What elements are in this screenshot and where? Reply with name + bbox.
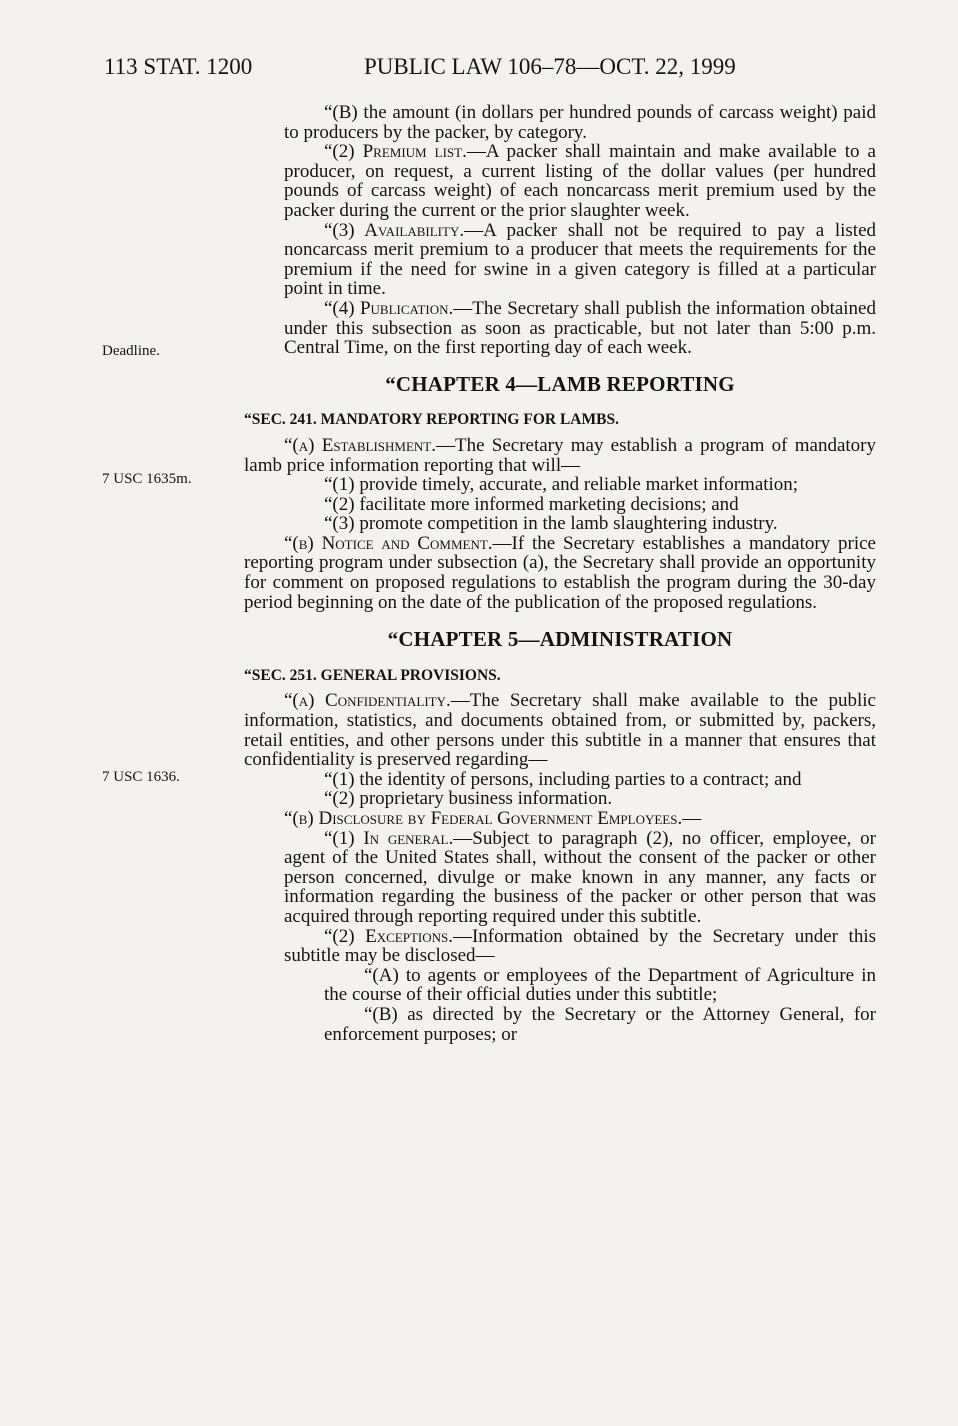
paragraph-exceptions: “(2) Exceptions.—Information obtained by the Secretary under this subtitle may be disclosed— [284, 925, 876, 967]
paragraph-availability: “(3) Availability.—A packer shall not be required to pay a listed noncarcass merit premium to a producer that meets the requirements for the premium if the need for swine in a given category is filled at a particular point in time. [284, 219, 876, 300]
section-241-heading: “SEC. 241. MANDATORY REPORTING FOR LAMBS. [244, 411, 619, 429]
chapter-5-heading: “CHAPTER 5—ADMINISTRATION [387, 627, 733, 652]
heading-premium-list: “(2) Premium list. [324, 141, 467, 163]
item-a2: “(2) facilitate more informed marketing decisions; and [324, 493, 739, 515]
heading-notice-comment: “(b) Notice and Comment. [284, 532, 493, 554]
paragraph-b-amount: “(B) the amount (in dollars per hundred pounds of carcass weight) paid to producers by the packer, by category. [284, 102, 876, 143]
heading-exceptions: “(2) Exceptions. [324, 925, 453, 947]
paragraph-publication: “(4) Publication.—The Secretary shall publish the information obtained under this subsection as soon as practicable, but not later than 5:00 p.m. Central Time, on the first reporting day of each week. [284, 297, 876, 359]
item-exception-b: “(B) as directed by the Secretary or the Attorney General, for enforcement purposes; or [324, 1003, 876, 1045]
paragraph-premium-list: “(2) Premium list.—A packer shall maintain and make available to a producer, on request, a current listing of the dollar values (per hundred pounds of carcass weight) of each noncarcass merit premium used by the packer during the current or the prior slaughter week. [284, 141, 876, 221]
public-law-header: PUBLIC LAW 106–78—OCT. 22, 1999 [364, 54, 736, 79]
item-conf2: “(2) proprietary business information. [324, 788, 613, 810]
stat-citation: 113 STAT. 1200 [104, 54, 253, 79]
heading-in-general: “(1) In general. [324, 827, 454, 849]
chapter-4-heading: “CHAPTER 4—LAMB REPORTING [385, 371, 735, 396]
section-251-heading: “SEC. 251. GENERAL PROVISIONS. [244, 666, 501, 684]
heading-publication: “(4) Publication. [324, 297, 454, 319]
subsection-confidentiality: “(a) Confidentiality.—The Secretary shall make available to the public information, statistics, and documents obtained from, or submitted by, packers, retail entities, and other persons under this subtitle in a manner that ensures that confidentiality is preserved regarding— [244, 690, 876, 771]
subsection-notice-comment: “(b) Notice and Comment.—If the Secretary establishes a mandatory price reporting program under subsection (a), the Secretary shall provide an opportunity for comment on proposed regulations to establish the program during the 30-day period beginning on the date of the publication of the proposed regulations. [244, 532, 876, 613]
item-conf1: “(1) the identity of persons, including parties to a contract; and [324, 768, 802, 790]
heading-establishment: “(a) Establishment. [284, 434, 436, 456]
margin-note-usc-1635m: 7 USC 1635m. [102, 471, 192, 487]
subsection-disclosure: “(b) Disclosure by Federal Government Employees.— [284, 808, 702, 829]
heading-disclosure: “(b) Disclosure by Federal Government Employees. [284, 808, 683, 829]
item-a3: “(3) promote competition in the lamb slaughtering industry. [324, 513, 778, 535]
margin-note-usc-1636: 7 USC 1636. [102, 769, 180, 785]
heading-confidentiality: “(a) Confidentiality. [284, 690, 451, 712]
statute-body [244, 103, 876, 1044]
subsection-establishment: “(a) Establishment.—The Secretary may establish a program of mandatory lamb price information reporting that will— [244, 434, 876, 476]
item-a1: “(1) provide timely, accurate, and reliable market information; [324, 474, 799, 496]
item-exception-a: “(A) to agents or employees of the Department of Agriculture in the course of their official duties under this subtitle; [324, 964, 876, 1006]
margin-note-deadline: Deadline. [102, 343, 160, 359]
paragraph-in-general: “(1) In general.—Subject to paragraph (2), no officer, employee, or agent of the United States shall, without the consent of the packer or other person concerned, divulge or make known in any manner, any facts or information regarding the business of the packer or other person that was acquired through reporting required under this subtitle. [284, 827, 876, 927]
heading-availability: “(3) Availability. [324, 219, 465, 241]
